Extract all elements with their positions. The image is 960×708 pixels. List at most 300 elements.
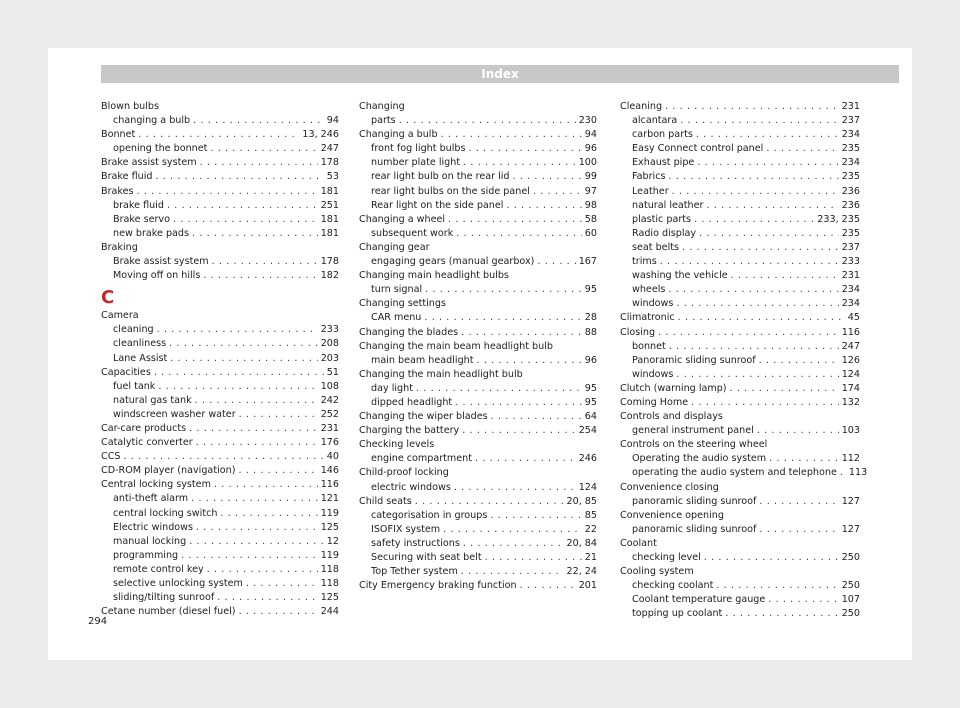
entry-label: brake fluid [113, 199, 164, 211]
page-reference: 250 [841, 552, 860, 563]
entry-label: Central locking system [101, 479, 211, 491]
entry-label: Changing the blades [359, 326, 459, 338]
page-reference: 146 [320, 465, 339, 477]
page-reference: 237 [841, 115, 860, 127]
page-reference: 107 [841, 594, 860, 606]
entry-label: engaging gears (manual gearbox) [371, 256, 535, 268]
page-reference: 203 [320, 352, 339, 364]
page-reference: 235 [841, 171, 860, 183]
entry-label: Clutch (warning lamp) [620, 382, 727, 394]
dot-leader [757, 424, 839, 438]
page-reference: 121 [320, 493, 339, 505]
dot-leader [769, 452, 839, 466]
index-subentry [101, 577, 339, 591]
dot-leader [680, 114, 838, 128]
index-heading: Changing the main beam headlight bulb [359, 340, 553, 352]
index-subentry [620, 424, 860, 438]
dot-leader [731, 269, 839, 283]
index-subentry [101, 563, 339, 577]
entry-label: operating the audio system and telephone [632, 467, 837, 479]
index-subentry [101, 199, 339, 213]
page-reference: 94 [326, 115, 339, 127]
entry-label: alcantara [632, 115, 678, 127]
page-reference: 125 [320, 521, 339, 533]
index-subentry [620, 452, 860, 466]
dot-leader [158, 380, 317, 394]
page-reference: 234 [841, 298, 860, 310]
index-subentry [620, 199, 860, 213]
dot-leader [669, 170, 839, 184]
dot-leader [456, 227, 582, 241]
dot-leader [682, 241, 839, 255]
entry-label: categorisation in groups [371, 509, 488, 521]
entry-label: Rear light on the side panel [371, 199, 504, 211]
page-reference: 236 [841, 199, 860, 211]
dot-leader [759, 523, 838, 537]
index-entry [101, 422, 339, 436]
entry-label: cleanliness [113, 338, 167, 350]
index-subentry [620, 340, 860, 354]
dot-leader [214, 478, 318, 492]
dot-leader [678, 311, 845, 325]
entry-label: City Emergency braking function [359, 580, 517, 592]
dot-leader [220, 507, 317, 521]
index-subentry [359, 170, 597, 184]
entry-label: safety instructions [371, 537, 460, 549]
dot-leader [706, 199, 838, 213]
dot-leader [665, 100, 839, 114]
entry-label: Charging the battery [359, 425, 460, 437]
page-reference: 233 [841, 256, 860, 268]
page-reference: 88 [584, 326, 597, 338]
dot-leader [138, 128, 299, 142]
page-reference: 21 [584, 552, 597, 563]
dot-leader [238, 464, 317, 478]
index-subentry [101, 323, 339, 337]
dot-leader [441, 128, 582, 142]
entry-label: remote control key [113, 563, 204, 575]
dot-leader [699, 227, 839, 241]
dot-leader [691, 396, 839, 410]
dot-leader [154, 366, 324, 380]
index-subentry [101, 408, 339, 422]
entry-label: rear light bulb on the rear lid [371, 171, 510, 183]
dot-leader [463, 156, 576, 170]
page-reference: 40 [326, 451, 339, 463]
index-page [48, 48, 912, 660]
page-reference: 108 [320, 380, 339, 392]
dot-leader [170, 352, 317, 366]
dot-leader [455, 396, 582, 410]
page-reference: 22, 24 [566, 566, 597, 578]
dot-leader [506, 199, 581, 213]
page-reference: 119 [320, 507, 339, 519]
entry-label: Changing the wiper blades [359, 411, 488, 423]
index-subentry [620, 283, 860, 297]
dot-leader [475, 452, 576, 466]
dot-leader [157, 323, 318, 337]
page-number: 294 [88, 616, 108, 627]
index-entry [359, 579, 597, 593]
entry-label: Brakes [101, 185, 134, 197]
dot-leader [485, 551, 582, 565]
dot-leader [672, 185, 839, 199]
page-reference: 96 [584, 143, 597, 155]
dot-leader [768, 593, 838, 607]
index-entry [359, 128, 597, 142]
page-reference: 233 [320, 324, 339, 336]
dot-leader [520, 579, 576, 593]
entry-label: engine compartment [371, 453, 473, 465]
entry-label: Lane Assist [113, 352, 168, 364]
page-reference: 60 [584, 227, 597, 239]
index-heading: Changing the main headlight bulb [359, 368, 523, 380]
page-reference: 95 [584, 396, 597, 408]
dot-leader [425, 283, 582, 297]
entry-label: ISOFIX system [371, 523, 441, 535]
index-subentry [359, 396, 597, 410]
page-reference: 178 [320, 157, 339, 169]
dot-leader [759, 354, 839, 368]
dot-leader [694, 213, 814, 227]
page-reference: 95 [584, 284, 597, 296]
index-heading: Braking [101, 241, 138, 253]
dot-leader [193, 114, 324, 128]
page-reference: 236 [841, 185, 860, 197]
index-subentry [101, 227, 339, 241]
index-subentry [101, 521, 339, 535]
index-subentry [101, 114, 339, 128]
entry-label: panoramic sliding sunroof [632, 523, 757, 535]
page-reference: 124 [841, 368, 860, 380]
dot-leader [137, 185, 318, 199]
entry-label: electric windows [371, 481, 451, 493]
dot-leader [424, 311, 581, 325]
index-subentry [359, 565, 597, 579]
index-subentry [101, 492, 339, 506]
index-heading: Checking levels [359, 439, 435, 451]
dot-leader [415, 495, 564, 509]
page-reference: 119 [320, 549, 339, 561]
dot-leader [196, 521, 318, 535]
entry-label: parts [371, 115, 396, 127]
page-reference: 233, 235 [817, 213, 860, 225]
dot-leader [443, 523, 582, 537]
index-heading: Cooling system [620, 566, 694, 578]
index-subentry [359, 537, 597, 551]
index-subentry [620, 170, 860, 184]
dot-leader [766, 142, 838, 156]
page-reference: 58 [584, 213, 597, 225]
dot-leader [759, 495, 838, 509]
page-reference: 234 [841, 157, 860, 169]
dot-leader [658, 326, 839, 340]
dot-leader [463, 537, 564, 551]
entry-label: rear light bulbs on the side panel [371, 185, 530, 197]
page-reference: 178 [320, 256, 339, 268]
entry-label: Catalytic converter [101, 437, 193, 449]
index-entry [101, 478, 339, 492]
page-reference: 96 [584, 354, 597, 366]
entry-label: Changing a bulb [359, 129, 438, 141]
entry-label: opening the bonnet [113, 143, 208, 155]
section-letter: C [101, 287, 115, 309]
dot-leader [676, 368, 838, 382]
dot-leader [195, 394, 318, 408]
index-subentry [101, 591, 339, 605]
dot-leader [668, 283, 838, 297]
page-reference: 118 [320, 563, 339, 575]
entry-label: carbon parts [632, 129, 693, 141]
dot-leader [207, 563, 318, 577]
page-reference: 182 [320, 270, 339, 282]
index-entry [101, 464, 339, 478]
dot-leader [181, 549, 318, 563]
page-reference: 181 [320, 213, 339, 225]
index-subentry [359, 227, 597, 241]
dot-leader [840, 466, 846, 480]
dot-leader [461, 326, 582, 340]
index-subentry [620, 466, 868, 480]
dot-leader [448, 213, 582, 227]
index-subentry [101, 337, 339, 351]
index-subentry [620, 495, 860, 509]
page-reference: 201 [578, 580, 597, 592]
page-reference: 112 [841, 453, 860, 465]
entry-label: Capacities [101, 366, 151, 378]
entry-label: topping up coolant [632, 608, 723, 620]
index-subentry [359, 142, 597, 156]
entry-label: natural gas tank [113, 394, 192, 406]
entry-label: plastic parts [632, 213, 692, 225]
dot-leader [454, 481, 576, 495]
index-heading: Child-proof locking [359, 467, 449, 479]
dot-leader [191, 492, 318, 506]
index-entry [101, 170, 339, 184]
entry-label: Leather [632, 185, 669, 197]
page-reference: 252 [320, 408, 339, 420]
dot-leader [239, 605, 318, 619]
dot-leader [217, 591, 317, 605]
index-subentry [620, 241, 860, 255]
dot-leader [239, 408, 318, 422]
index-subentry [359, 283, 597, 297]
dot-leader [210, 142, 317, 156]
index-subentry [359, 199, 597, 213]
dot-leader [167, 199, 318, 213]
index-subentry [620, 227, 860, 241]
entry-label: Closing [620, 326, 656, 338]
entry-label: Cetane number (diesel fuel) [101, 606, 236, 618]
entry-label: central locking switch [113, 507, 218, 519]
index-subentry [359, 311, 597, 325]
index-subentry [359, 354, 597, 368]
page-reference: 28 [584, 312, 597, 324]
entry-label: CCS [101, 451, 121, 463]
entry-label: main beam headlight [371, 354, 474, 366]
index-column-3 [620, 100, 868, 621]
page-reference: 234 [841, 284, 860, 296]
index-subentry [620, 368, 860, 382]
index-subentry [620, 213, 860, 227]
page-reference: 132 [841, 396, 860, 408]
entry-label: Moving off on hills [113, 270, 201, 282]
index-subentry [359, 481, 597, 495]
dot-leader [477, 354, 582, 368]
dot-leader [716, 579, 838, 593]
index-entry [101, 605, 339, 619]
page-reference: 181 [320, 227, 339, 239]
index-subentry [101, 380, 339, 394]
index-subentry [101, 213, 339, 227]
dot-leader [669, 340, 839, 354]
dot-leader [189, 535, 324, 549]
index-heading: Blown bulbs [101, 101, 160, 112]
index-heading: Changing gear [359, 241, 430, 253]
index-heading: Coolant [620, 537, 657, 549]
page-reference: 167 [578, 256, 597, 268]
entry-label: checking level [632, 552, 701, 563]
index-subentry [620, 607, 860, 621]
entry-label: new brake pads [113, 227, 190, 239]
page-reference: 244 [320, 606, 339, 618]
entry-label: CD-ROM player (navigation) [101, 465, 236, 477]
entry-label: Securing with seat belt [371, 552, 482, 563]
dot-leader [660, 255, 839, 269]
dot-leader [696, 128, 839, 142]
index-subentry [620, 185, 860, 199]
index-heading: Changing [359, 101, 405, 112]
page-reference: 250 [841, 608, 860, 620]
index-entry [101, 450, 339, 464]
index-subentry [620, 297, 860, 311]
entry-label: changing a bulb [113, 115, 191, 127]
dot-leader [725, 607, 838, 621]
page-reference: 251 [320, 199, 339, 211]
dot-leader [416, 382, 582, 396]
entry-label: Electric windows [113, 521, 193, 533]
page-reference: 126 [841, 354, 860, 366]
dot-leader [212, 255, 318, 269]
entry-label: Easy Connect control panel [632, 143, 764, 155]
page-reference: 20, 84 [566, 537, 597, 549]
dot-leader [513, 170, 582, 184]
page-reference: 231 [320, 422, 339, 434]
index-entry [101, 128, 339, 142]
page-reference: 235 [841, 227, 860, 239]
page-reference: 12 [326, 535, 339, 547]
index-subentry [359, 452, 597, 466]
index-subentry [620, 551, 860, 565]
index-subentry [359, 551, 597, 565]
index-subentry [359, 523, 597, 537]
entry-label: checking coolant [632, 580, 714, 592]
entry-label: panoramic sliding sunroof [632, 495, 757, 507]
index-subentry [359, 156, 597, 170]
page-reference: 127 [841, 495, 860, 507]
entry-label: general instrument panel [632, 425, 754, 437]
dot-leader [189, 422, 318, 436]
index-subentry [101, 394, 339, 408]
index-subentry [620, 523, 860, 537]
entry-label: Bonnet [101, 129, 136, 141]
index-subentry [101, 535, 339, 549]
dot-leader [399, 114, 576, 128]
index-subentry [101, 269, 339, 283]
page-reference: 20, 85 [566, 495, 597, 507]
entry-label: Car-care products [101, 422, 187, 434]
page-reference: 242 [320, 394, 339, 406]
index-entry [359, 410, 597, 424]
entry-label: Exhaust pipe [632, 157, 695, 169]
index-entry [620, 311, 860, 325]
entry-label: Radio display [632, 227, 697, 239]
page-reference: 118 [320, 578, 339, 589]
page-reference: 97 [584, 185, 597, 197]
index-subentry [101, 352, 339, 366]
page-reference: 45 [847, 312, 860, 324]
index-subentry [359, 255, 597, 269]
page-reference: 51 [326, 366, 339, 378]
page-reference: 234 [841, 129, 860, 141]
dot-leader [192, 227, 318, 241]
index-entry [359, 424, 597, 438]
page-reference: 208 [320, 338, 339, 350]
index-subentry [620, 114, 860, 128]
entry-label: turn signal [371, 284, 423, 296]
entry-label: windows [632, 298, 674, 310]
dot-leader [676, 297, 838, 311]
dot-leader [155, 170, 323, 184]
page-reference: 235 [841, 143, 860, 155]
page-reference: 94 [584, 129, 597, 141]
dot-leader [704, 551, 839, 565]
index-entry [620, 100, 860, 114]
page-reference: 95 [584, 382, 597, 394]
index-entry [101, 436, 339, 450]
index-subentry [359, 185, 597, 199]
page-reference: 181 [320, 185, 339, 197]
page-reference: 53 [326, 171, 339, 183]
page-reference: 250 [841, 580, 860, 592]
dot-leader [490, 509, 581, 523]
dot-leader [537, 255, 575, 269]
dot-leader [697, 156, 838, 170]
index-heading: Convenience closing [620, 481, 719, 493]
page-reference: 22 [584, 523, 597, 535]
entry-label: Panoramic sliding sunroof [632, 354, 756, 366]
index-entry [620, 382, 860, 396]
index-subentry [620, 128, 860, 142]
page-reference: 247 [320, 143, 339, 155]
index-entry [101, 366, 339, 380]
entry-label: fuel tank [113, 380, 156, 392]
page-reference: 116 [841, 326, 860, 338]
entry-label: Climatronic [620, 312, 675, 324]
entry-label: wheels [632, 284, 666, 296]
entry-label: day light [371, 382, 413, 394]
index-heading: Camera [101, 310, 139, 322]
entry-label: Fabrics [632, 171, 666, 183]
entry-label: number plate light [371, 157, 461, 169]
index-entry [359, 213, 597, 227]
entry-label: CAR menu [371, 312, 422, 324]
page-reference: 176 [320, 437, 339, 449]
entry-label: front fog light bulbs [371, 143, 466, 155]
index-entry [101, 185, 339, 199]
entry-label: bonnet [632, 340, 666, 352]
page-reference: 85 [584, 509, 597, 521]
